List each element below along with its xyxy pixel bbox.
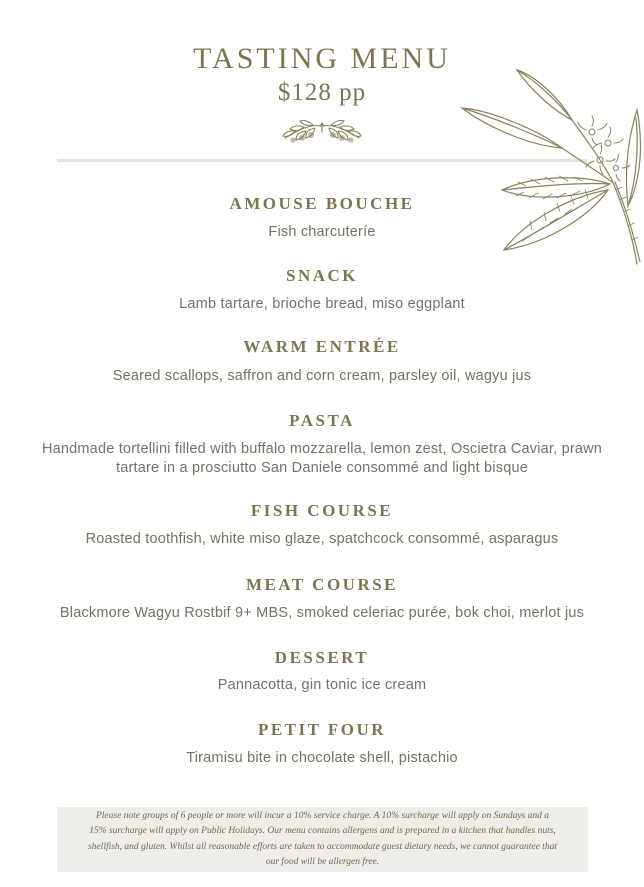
section-description: Lamb tartare, brioche bread, miso eggplant: [179, 296, 465, 312]
section-description: Tiramisu bite in chocolate shell, pistachio: [186, 750, 458, 766]
section-heading-fish-course: FISH COURSE: [250, 501, 394, 520]
section-description: Handmade tortellini filled with buffalo mozzarella, lemon zest, Oscietra Caviar, prawn tartare in a prosciutto San Daniele consommé and light bisque: [41, 441, 603, 477]
section-heading-warm-entree: WARM ENTRÉE: [243, 337, 401, 356]
section-description: Roasted toothfish, white miso glaze, spatchcock consommé, asparagus: [85, 531, 559, 547]
olive-sprigs-ornament-icon: [280, 118, 364, 155]
price-per-person: $128 pp: [277, 79, 367, 106]
section-heading-dessert: DESSERT: [274, 648, 370, 667]
section-description: Pannacotta, gin tonic ice cream: [217, 677, 427, 693]
section-heading-meat-course: MEAT COURSE: [245, 575, 399, 594]
section-description: Seared scallops, saffron and corn cream, parsley oil, wagyu jus: [112, 368, 532, 384]
footer-disclaimer-text: Please note groups of 6 people or more will incur a 10% service charge. A 10% surcharge will apply on Sundays and a 15% surcharge will apply on Public Holidays. Our menu contains allergens and is prepared in a kitchen that handles nuts, shellfish, and gluten. Whilst all reasonable efforts are taken to accommodate guest dietary needs, we cannot guarantee that our food will be allergen free.: [88, 811, 557, 867]
section-description: Fish charcuteríe: [268, 224, 376, 240]
section-heading-petit-four: PETIT FOUR: [257, 720, 387, 739]
footer-disclaimer-box: [57, 807, 588, 872]
section-heading-amouse-bouche: AMOUSE BOUCHE: [229, 194, 415, 213]
section-heading-pasta: PASTA: [289, 411, 355, 430]
section-description: Blackmore Wagyu Rostbif 9+ MBS, smoked celeriac purée, bok choi, merlot jus: [59, 605, 585, 621]
section-heading-snack: SNACK: [285, 266, 358, 285]
page-title: TASTING MENU: [193, 42, 451, 75]
